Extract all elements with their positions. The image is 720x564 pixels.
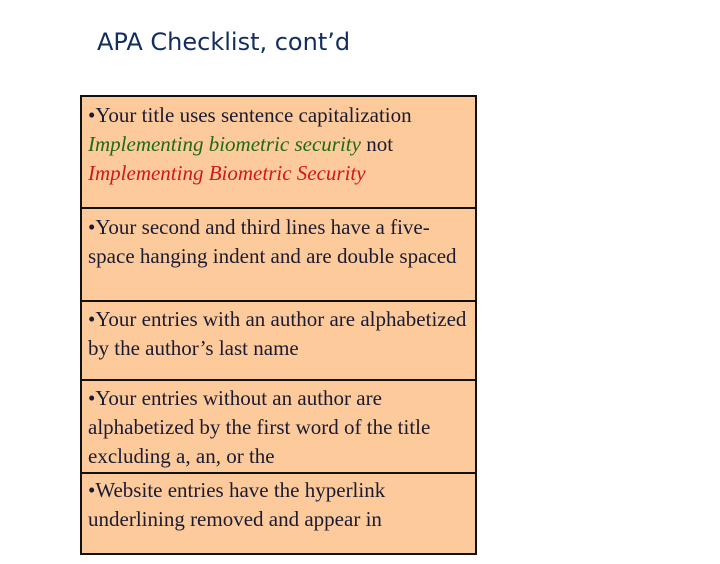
checklist-item-title-capitalization <box>82 97 475 209</box>
checklist-box <box>80 95 477 555</box>
separator-text: not <box>360 132 394 156</box>
slide-title: APA Checklist, cont’d <box>97 28 351 56</box>
item-text: •Your second and third lines have a five-space hanging indent and are double spaced <box>88 215 457 268</box>
item-text: •Your entries without an author are alphabetized by the first word of the title excluding a, an, or the <box>88 386 431 468</box>
checklist-item-author-alphabetized <box>82 302 475 381</box>
item-text: •Your title uses sentence capitalization <box>88 103 412 127</box>
incorrect-example: Implementing Biometric Security <box>88 161 366 185</box>
item-text: •Website entries have the hyperlink underlining removed and appear in <box>88 478 386 531</box>
checklist-item-website <box>82 474 475 564</box>
checklist-item-no-author <box>82 381 475 474</box>
correct-example: Implementing biometric security <box>88 132 361 156</box>
item-text: •Your entries with an author are alphabetized by the author’s last name <box>88 307 467 360</box>
checklist-item-hanging-indent <box>82 209 475 302</box>
